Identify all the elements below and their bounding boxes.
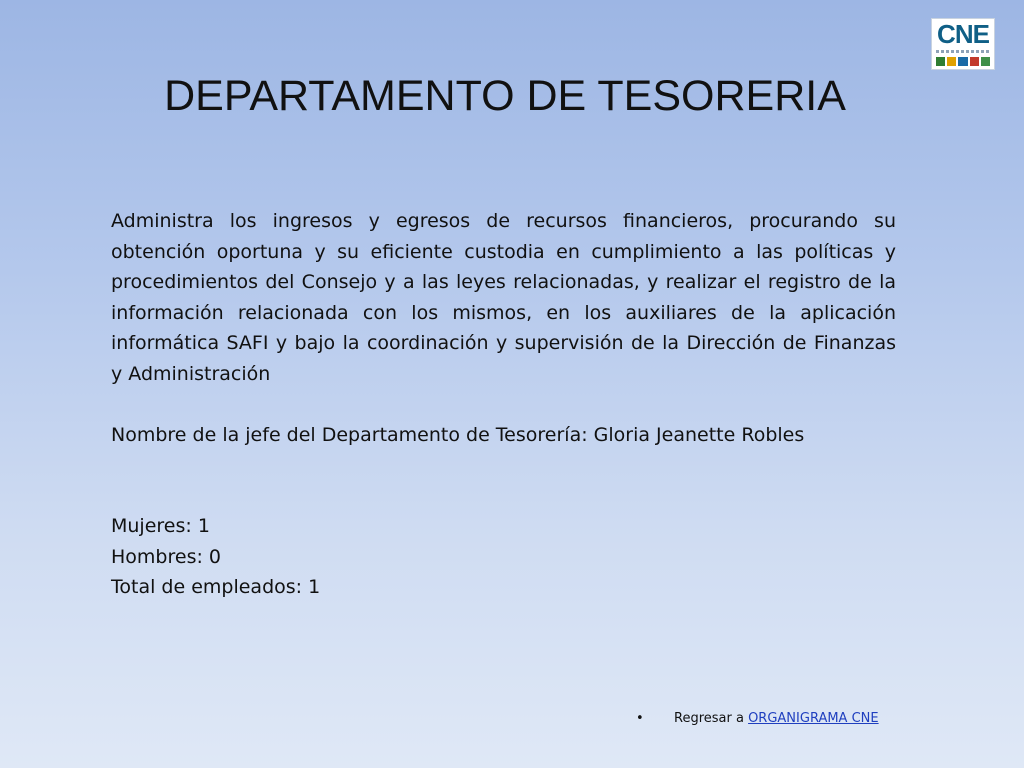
total-employees: Total de empleados: 1 xyxy=(111,576,321,598)
cne-logo xyxy=(931,18,995,70)
department-description: Administra los ingresos y egresos de recursos financieros, procurando su obtención oportuna y su eficiente custodia en cumplimiento a las políticas y procedimientos del Consejo y a las leyes relacionadas, y realizar el registro de la información relacionada con los mismos, en los auxiliares de la aplicación informática SAFI y bajo la coordinación y supervisión de la Dirección de Finanzas y Administración xyxy=(111,210,896,385)
logo-icon xyxy=(947,57,956,66)
employee-stats xyxy=(111,511,896,603)
footer-prefix: Regresar a xyxy=(674,711,749,726)
footer-nav xyxy=(636,709,879,729)
men-count: Hombres: 0 xyxy=(111,545,221,568)
slide-body xyxy=(111,206,896,603)
department-manager: Nombre de la jefe del Departamento de Tesorería: Gloria Jeanette Robles xyxy=(111,423,805,446)
logo-icon xyxy=(958,57,967,66)
women-count: Mujeres: 1 xyxy=(111,515,210,537)
logo-icon xyxy=(936,57,945,66)
logo-icon xyxy=(970,57,979,66)
logo-icon-strip xyxy=(936,57,990,66)
slide-title: DEPARTAMENTO DE TESORERIA xyxy=(164,72,846,120)
bullet-icon: • xyxy=(636,711,644,726)
organigrama-link[interactable]: ORGANIGRAMA CNE xyxy=(748,711,879,726)
logo-icon xyxy=(981,57,990,66)
logo-text: CNE xyxy=(937,19,989,49)
logo-subtitle-line xyxy=(936,50,990,53)
